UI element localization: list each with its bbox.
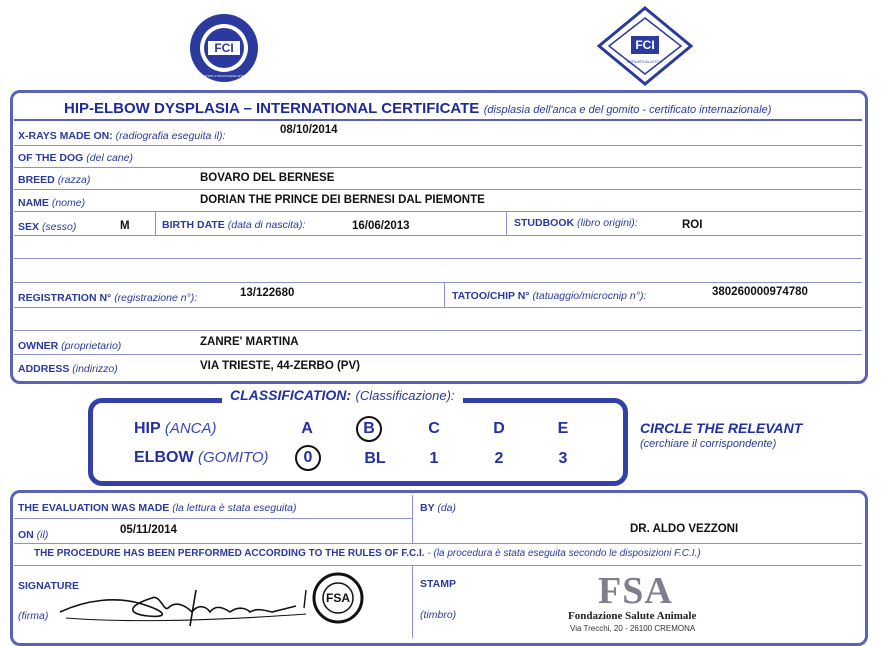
evaluation-date: 05/11/2014 bbox=[120, 524, 177, 536]
tatoo-value: 380260000974780 bbox=[712, 286, 808, 298]
fci-logo-left-text: FCI bbox=[214, 41, 234, 55]
xrays-value: 08/10/2014 bbox=[280, 124, 338, 136]
birth-value: 16/06/2013 bbox=[352, 220, 410, 232]
on-underline bbox=[14, 543, 862, 544]
fsa-address: Via Trecchi, 20 - 26100 CREMONA bbox=[570, 624, 696, 633]
signature-label-it: (firma) bbox=[18, 610, 49, 622]
round-stamp-text: FSA bbox=[326, 591, 350, 605]
elbow-grade-0: 0 bbox=[295, 445, 321, 471]
registration-label: REGISTRATION N° (registrazione n°): bbox=[18, 292, 198, 304]
elbow-grade-1: 1 bbox=[429, 450, 439, 467]
classification-box bbox=[88, 398, 628, 486]
hip-grade-a: A bbox=[301, 420, 313, 437]
hip-grade-d: D bbox=[493, 420, 505, 437]
procedure-note: THE PROCEDURE HAS BEEN PERFORMED ACCORDING TO THE RULES OF F.C.I. - (la procedura è stata eseguita secondo le disposizioni F.C.I.) bbox=[34, 548, 701, 559]
owner-label: OWNER (proprietario) bbox=[18, 340, 122, 352]
studbook-value: ROI bbox=[682, 219, 703, 231]
blank-line-3 bbox=[14, 330, 862, 331]
dog-underline bbox=[14, 167, 862, 168]
breed-label: BREED (razza) bbox=[18, 174, 91, 186]
certificate-title bbox=[64, 100, 771, 118]
fsa-stamp bbox=[566, 572, 726, 638]
certificate-title-it: (displasia dell'anca e del gomito - certificato internazionale) bbox=[483, 104, 772, 116]
owner-underline bbox=[14, 354, 862, 355]
handwritten-signature bbox=[56, 582, 316, 633]
elbow-grade-2: 2 bbox=[494, 450, 504, 467]
breed-underline bbox=[14, 189, 862, 190]
blank-line-1 bbox=[14, 258, 862, 259]
elbow-label: ELBOW (GOMITO) bbox=[134, 449, 269, 466]
on-label: ON (il) bbox=[18, 529, 49, 541]
sex-value: M bbox=[120, 220, 130, 232]
address-value: VIA TRIESTE, 44-ZERBO (PV) bbox=[200, 360, 360, 372]
elbow-grade-bl: BL bbox=[364, 450, 386, 467]
signature-label: SIGNATURE bbox=[18, 580, 80, 592]
elbow-grade-3: 3 bbox=[558, 450, 568, 467]
sex-underline bbox=[14, 235, 862, 236]
name-label: NAME (nome) bbox=[18, 197, 86, 209]
evaluation-divider bbox=[412, 495, 413, 544]
dog-label: OF THE DOG (del cane) bbox=[18, 152, 133, 164]
circle-note: CIRCLE THE RELEVANT bbox=[640, 420, 803, 436]
fci-logo-left bbox=[188, 12, 263, 84]
fci-logo-right bbox=[595, 6, 695, 86]
hip-grade-c: C bbox=[428, 420, 440, 437]
hip-grade-e: E bbox=[557, 420, 569, 437]
by-label: BY (da) bbox=[420, 502, 457, 514]
name-value: DORIAN THE PRINCE DEI BERNESI DAL PIEMONTE bbox=[200, 194, 485, 206]
title-divider bbox=[14, 119, 862, 121]
name-underline bbox=[14, 211, 862, 212]
fci-logo-right-text: FCI bbox=[635, 38, 655, 52]
fci-logo-left-ring-text: FEDERATION CYNOLOGIQUE INTERNATIONALE bbox=[194, 74, 263, 78]
procedure-underline bbox=[14, 565, 862, 566]
blank-line-2 bbox=[14, 282, 862, 283]
stamp-label: STAMP bbox=[420, 578, 456, 590]
xrays-underline bbox=[14, 145, 862, 146]
owner-value: ZANRE' MARTINA bbox=[200, 336, 299, 348]
registration-divider bbox=[444, 283, 445, 307]
signature-divider bbox=[412, 566, 413, 638]
evaluation-label: THE EVALUATION WAS MADE (la lettura è stata eseguita) bbox=[18, 502, 297, 514]
studbook-label: STUDBOOK (libro origini): bbox=[514, 217, 638, 229]
stamp-label-it: (timbro) bbox=[420, 609, 457, 621]
xrays-label: X-RAYS MADE ON: (radiografia eseguita il): bbox=[18, 130, 226, 142]
round-stamp bbox=[312, 572, 364, 624]
birth-label: BIRTH DATE (data di nascita): bbox=[162, 219, 306, 231]
evaluator-name: DR. ALDO VEZZONI bbox=[630, 523, 739, 535]
address-label: ADDRESS (indirizzo) bbox=[18, 363, 118, 375]
registration-value: 13/122680 bbox=[240, 287, 295, 299]
birth-divider bbox=[506, 212, 507, 236]
classification-title: CLASSIFICATION: (Classificazione): bbox=[222, 387, 463, 405]
fsa-name: Fondazione Salute Animale bbox=[568, 610, 697, 622]
sex-divider bbox=[155, 212, 156, 236]
hip-label: HIP (ANCA) bbox=[134, 420, 217, 437]
registration-underline bbox=[14, 307, 862, 308]
evaluation-underline bbox=[14, 518, 412, 519]
certificate-title-en: HIP-ELBOW DYSPLASIA – INTERNATIONAL CERTIFICATE bbox=[64, 100, 480, 117]
fci-logo-right-ring-text: AFFILIATO ALLA F.C.I. bbox=[627, 60, 663, 64]
tatoo-label: TATOO/CHIP N° (tatuaggio/microcnip n°): bbox=[452, 290, 647, 302]
sex-label: SEX (sesso) bbox=[18, 221, 77, 233]
hip-grade-b: B bbox=[356, 416, 382, 442]
circle-note-it: (cerchiare il corrispondente) bbox=[640, 438, 777, 450]
breed-value: BOVARO DEL BERNESE bbox=[200, 172, 335, 184]
fsa-logo: FSA bbox=[598, 570, 673, 612]
